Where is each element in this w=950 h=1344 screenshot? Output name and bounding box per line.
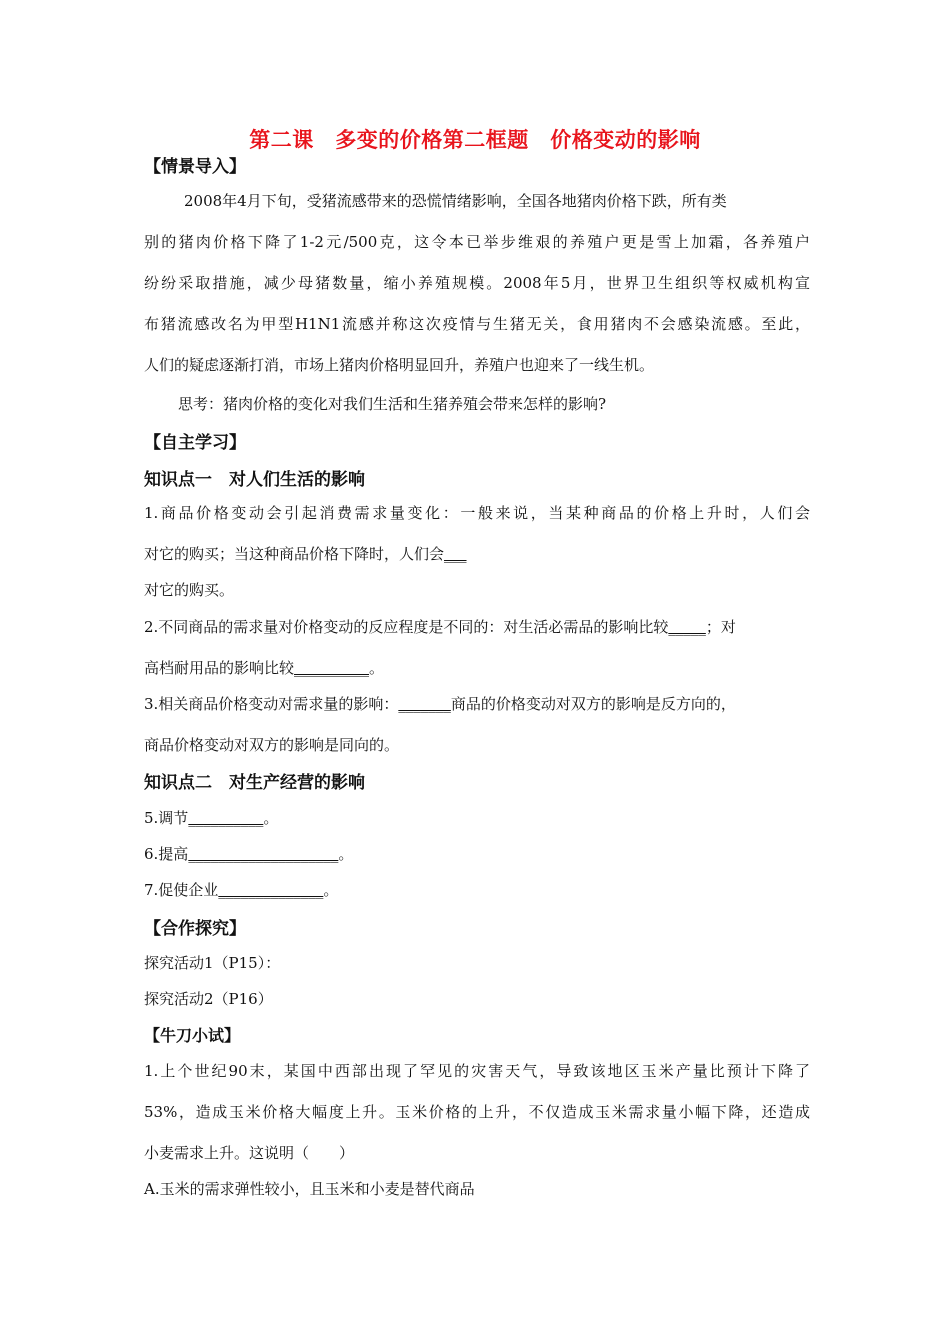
intro-paragraph-line: 别的猪肉价格下降了1-2元/500克，这令本已举步维艰的养殖户更是雪上加霜，各养殖户 xyxy=(144,233,810,251)
inquiry-activity: 探究活动1（P15）： xyxy=(144,954,281,972)
section-heading-self-study: 【自主学习】 xyxy=(144,433,246,453)
intro-paragraph-line: 2008年4月下旬，受猪流感带来的恐慌情绪影响，全国各地猪肉价格下跌，所有类 xyxy=(184,192,727,210)
kp2-item xyxy=(144,879,810,900)
kp1-q3-text: 商品的价格变动对双方的影响是反方向的， xyxy=(450,695,736,713)
fill-blank[interactable]: __________ xyxy=(294,659,370,677)
inquiry-activity: 探究活动2（P16） xyxy=(144,990,273,1008)
intro-paragraph-line: 人们的疑虑逐渐打消，市场上猪肉价格明显回升，养殖户也迎来了一线生机。 xyxy=(144,356,655,374)
kp2-item xyxy=(144,807,810,828)
intro-paragraph-line: 纷纷采取措施，减少母猪数量，缩小养殖规模。2008年5月，世界卫生组织等权威机构宣 xyxy=(144,274,810,292)
kp1-q3-text: 3.相关商品价格变动对需求量的影响： xyxy=(144,695,399,713)
trial-question-line: 53%，造成玉米价格大幅度上升。玉米价格的上升，不仅造成玉米需求量小幅下降，还造成 xyxy=(144,1103,810,1121)
section-heading-cooperative-inquiry: 【合作探究】 xyxy=(144,919,246,939)
fill-blank[interactable]: _______ xyxy=(398,695,451,713)
kp2-item-text: 。 xyxy=(323,881,339,899)
section-heading-intro: 【情景导入】 xyxy=(144,157,246,177)
fill-blank[interactable]: _____ xyxy=(668,618,706,636)
kp2-item-text: 7.促使企业 xyxy=(144,881,219,899)
kp1-q1-text: 对它的购买；当这种商品价格下降时，人们会 xyxy=(144,545,445,563)
kp2-item xyxy=(144,843,810,864)
kp1-q2-text: 高档耐用品的影响比较 xyxy=(144,659,295,677)
kp1-question-2-line xyxy=(144,616,810,637)
kp2-item-text: 。 xyxy=(338,845,354,863)
intro-paragraph-line: 布猪流感改名为甲型H1N1流感并称这次疫情与生猪无关，食用猪肉不会感染流感。至此， xyxy=(144,315,810,333)
trial-question-line: 1.上个世纪90末，某国中西部出现了罕见的灾害天气，导致该地区玉米产量比预计下降了 xyxy=(144,1062,810,1080)
kp1-question-3-line: 商品价格变动对双方的影响是同向的。 xyxy=(144,736,400,754)
kp2-item-text: 5.调节 xyxy=(144,809,189,827)
fill-blank[interactable]: ___ xyxy=(444,545,467,563)
section-heading-trial: 【牛刀小试】 xyxy=(144,1026,241,1045)
trial-question-line: 小麦需求上升。这说明（ ） xyxy=(144,1144,355,1162)
document-title: 第二课 多变的价格第二框题 价格变动的影响 xyxy=(249,128,701,152)
knowledge-point-1-heading: 知识点一 对人们生活的影响 xyxy=(144,470,365,490)
kp1-question-1-line: 对它的购买。 xyxy=(144,581,235,599)
kp1-q2-text: 2.不同商品的需求量对价格变动的反应程度是不同的：对生活必需品的影响比较 xyxy=(144,618,669,636)
answer-option-a: A.玉米的需求弹性较小，且玉米和小麦是替代商品 xyxy=(144,1180,475,1198)
kp1-question-2-line xyxy=(144,657,810,678)
kp2-item-text: 。 xyxy=(263,809,279,827)
kp1-q2-text: 。 xyxy=(369,659,385,677)
fill-blank[interactable]: __________ xyxy=(188,809,264,827)
fill-blank[interactable]: ______________ xyxy=(218,881,324,899)
fill-blank[interactable]: ____________________ xyxy=(188,845,339,863)
kp2-item-text: 6.提高 xyxy=(144,845,189,863)
kp1-question-1-line: 1.商品价格变动会引起消费需求量变化：一般来说，当某种商品的价格上升时，人们会 xyxy=(144,504,810,522)
kp1-q2-text: ；对 xyxy=(705,618,736,636)
kp1-question-1-line xyxy=(144,543,810,564)
think-question: 思考：猪肉价格的变化对我们生活和生猪养殖会带来怎样的影响? xyxy=(178,395,607,413)
knowledge-point-2-heading: 知识点二 对生产经营的影响 xyxy=(144,773,365,793)
kp1-question-3-line xyxy=(144,693,810,714)
